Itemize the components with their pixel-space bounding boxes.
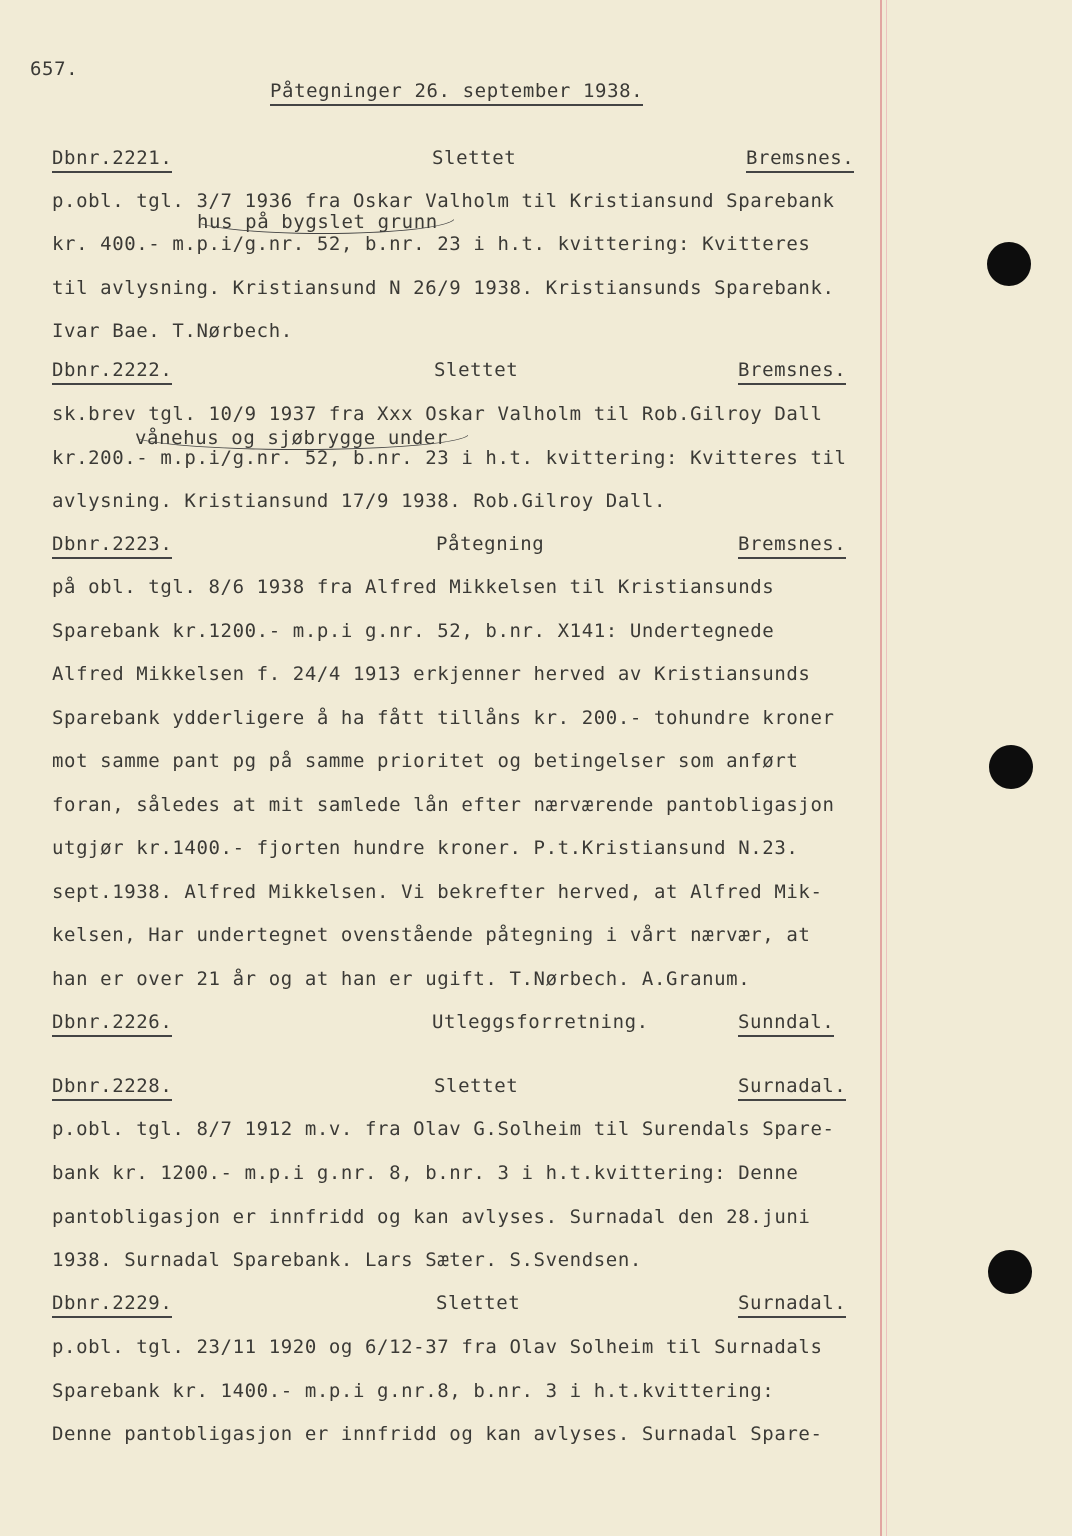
entry-dbnr: Dbnr.2228. <box>52 1075 172 1101</box>
punch-hole-top <box>987 242 1031 286</box>
entry-text-line: Ivar Bae. T.Nørbech. <box>52 320 293 342</box>
entry-type: Slettet <box>434 359 519 381</box>
entry-text-line: foran, således at mit samlede lån efter nærværende pantobligasjon <box>52 794 835 816</box>
entry-place: Surnadal. <box>738 1292 846 1318</box>
entry-text-line: Sparebank ydderligere å ha fått tillåns kr. 200.- tohundre kroner <box>52 707 835 729</box>
entry-insertion: hus på bygslet grunn <box>197 211 438 233</box>
entry-place: Bremsnes. <box>746 147 854 173</box>
entry-dbnr: Dbnr.2229. <box>52 1292 172 1318</box>
entry-text-line: Denne pantobligasjon er innfridd og kan avlyses. Surnadal Spare- <box>52 1423 823 1445</box>
entry-type: Slettet <box>434 1075 519 1097</box>
entry-place: Bremsnes. <box>738 533 846 559</box>
entry-text-line: p.obl. tgl. 23/11 1920 og 6/12-37 fra Olav Solheim til Surnadals <box>52 1336 823 1358</box>
entry-text-line: pantobligasjon er innfridd og kan avlyses. Surnadal den 28.juni <box>52 1206 811 1228</box>
punch-hole-middle <box>989 745 1033 789</box>
margin-rule <box>880 0 882 1536</box>
entry-text-line: sk.brev tgl. 10/9 1937 fra Xxx Oskar Valholm til Rob.Gilroy Dall <box>52 403 823 425</box>
entry-text-line: til avlysning. Kristiansund N 26/9 1938. Kristiansunds Sparebank. <box>52 277 835 299</box>
punch-hole-bottom <box>988 1250 1032 1294</box>
entry-text-line: Alfred Mikkelsen f. 24/4 1913 erkjenner herved av Kristiansunds <box>52 663 811 685</box>
entry-text-line: utgjør kr.1400.- fjorten hundre kroner. P.t.Kristiansund N.23. <box>52 837 799 859</box>
entry-text-line: p.obl. tgl. 8/7 1912 m.v. fra Olav G.Solheim til Surendals Spare- <box>52 1118 835 1140</box>
page-title: Påtegninger 26. september 1938. <box>270 80 643 106</box>
entry-text-line: Sparebank kr. 1400.- m.p.i g.nr.8, b.nr. 3 i h.t.kvittering: <box>52 1380 775 1402</box>
entry-type: Slettet <box>436 1292 521 1314</box>
entry-text-line: han er over 21 år og at han er ugift. T.Nørbech. A.Granum. <box>52 968 751 990</box>
entry-dbnr: Dbnr.2221. <box>52 147 172 173</box>
entry-text-line: mot samme pant pg på samme prioritet og betingelser som anført <box>52 750 799 772</box>
entry-insertion: vånehus og sjøbrygge under <box>135 427 449 449</box>
entry-text-line: avlysning. Kristiansund 17/9 1938. Rob.Gilroy Dall. <box>52 490 666 512</box>
margin-rule-secondary <box>886 0 887 1536</box>
entry-dbnr: Dbnr.2222. <box>52 359 172 385</box>
entry-text-line: Sparebank kr.1200.- m.p.i g.nr. 52, b.nr. X141: Undertegnede <box>52 620 775 642</box>
entry-text-line: kr.200.- m.p.i/g.nr. 52, b.nr. 23 i h.t. kvittering: Kvitteres til <box>52 447 847 469</box>
entry-text-line: på obl. tgl. 8/6 1938 fra Alfred Mikkelsen til Kristiansunds <box>52 576 775 598</box>
entry-place: Surnadal. <box>738 1075 846 1101</box>
entry-dbnr: Dbnr.2223. <box>52 533 172 559</box>
entry-place: Sunndal. <box>738 1011 834 1037</box>
entry-type: Utleggsforretning. <box>432 1011 649 1033</box>
entry-text-line: sept.1938. Alfred Mikkelsen. Vi bekrefter herved, at Alfred Mik- <box>52 881 823 903</box>
entry-text-line: 1938. Surnadal Sparebank. Lars Sæter. S.Svendsen. <box>52 1249 642 1271</box>
entry-text-line: p.obl. tgl. 3/7 1936 fra Oskar Valholm til Kristiansund Sparebank <box>52 190 835 212</box>
entry-dbnr: Dbnr.2226. <box>52 1011 172 1037</box>
entry-type: Påtegning <box>436 533 545 555</box>
page-number: 657. <box>30 58 79 80</box>
entry-place: Bremsnes. <box>738 359 846 385</box>
entry-text-line: kelsen, Har undertegnet ovenstående påtegning i vårt nærvær, at <box>52 924 811 946</box>
entry-text-line: kr. 400.- m.p.i/g.nr. 52, b.nr. 23 i h.t. kvittering: Kvitteres <box>52 233 811 255</box>
entry-type: Slettet <box>432 147 517 169</box>
entry-text-line: bank kr. 1200.- m.p.i g.nr. 8, b.nr. 3 i h.t.kvittering: Denne <box>52 1162 799 1184</box>
